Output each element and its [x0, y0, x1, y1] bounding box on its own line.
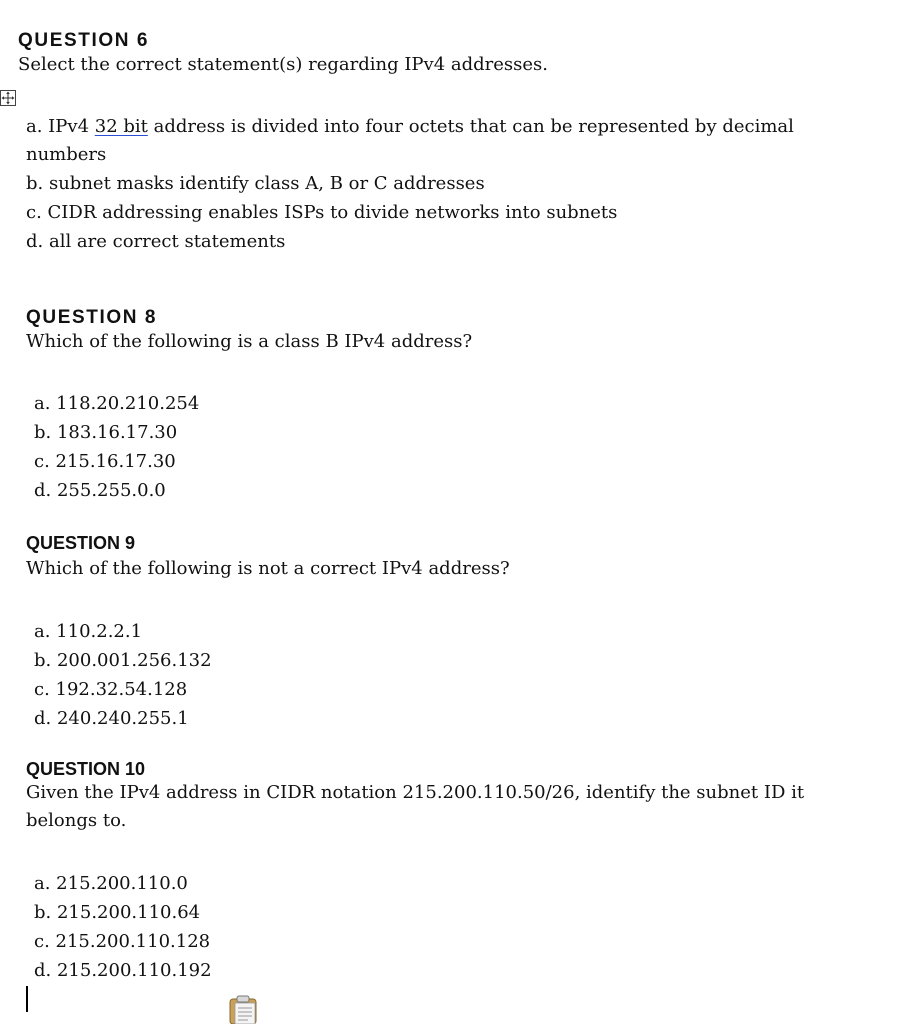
question-10-option-d[interactable]: d. 215.200.110.192: [34, 960, 212, 981]
question-6-option-b[interactable]: b. subnet masks identify class A, B or C addresses: [26, 173, 485, 194]
question-9-option-a[interactable]: a. 110.2.2.1: [34, 621, 143, 642]
option-a-underlined-term: 32 bit: [94, 116, 148, 137]
question-6-option-c[interactable]: c. CIDR addressing enables ISPs to divide networks into subnets: [26, 202, 618, 223]
move-arrows-icon[interactable]: [0, 90, 16, 106]
question-10-option-c[interactable]: c. 215.200.110.128: [34, 931, 211, 952]
question-10-option-b[interactable]: b. 215.200.110.64: [34, 902, 201, 923]
question-9-option-d[interactable]: d. 240.240.255.1: [34, 708, 189, 729]
question-6-options: [26, 113, 836, 256]
text-cursor: [26, 986, 28, 1012]
question-8-option-d[interactable]: d. 255.255.0.0: [34, 480, 166, 501]
question-8-option-c[interactable]: c. 215.16.17.30: [34, 451, 176, 472]
question-8-options: [34, 389, 199, 505]
question-9-option-c[interactable]: c. 192.32.54.128: [34, 679, 188, 700]
question-10-options: [34, 869, 212, 985]
question-10-prompt: Given the IPv4 address in CIDR notation 215.200.110.50/26, identify the subnet ID it belongs to.: [26, 782, 805, 831]
question-6-prompt: Select the correct statement(s) regarding IPv4 addresses.: [18, 54, 548, 75]
question-6-heading: QUESTION 6: [18, 30, 150, 51]
question-8-prompt: Which of the following is a class B IPv4 address?: [26, 331, 473, 352]
clipboard-paste-icon[interactable]: [226, 994, 262, 1024]
question-9-options: [34, 617, 212, 733]
question-6-option-a[interactable]: [26, 113, 836, 169]
question-9-prompt: Which of the following is not a correct IPv4 address?: [26, 558, 510, 579]
question-9-option-b[interactable]: b. 200.001.256.132: [34, 650, 212, 671]
question-8-heading: QUESTION 8: [26, 307, 158, 328]
question-10-heading: QUESTION 10: [26, 759, 146, 779]
question-6-option-d[interactable]: d. all are correct statements: [26, 231, 286, 252]
question-8-option-b[interactable]: b. 183.16.17.30: [34, 422, 178, 443]
option-a-rest: address is divided into four octets that can be represented by decimal numbers: [26, 116, 794, 165]
question-9-heading: QUESTION 9: [26, 533, 136, 553]
question-8-option-a[interactable]: a. 118.20.210.254: [34, 393, 200, 414]
option-a-prefix: a. IPv4: [26, 116, 95, 137]
question-10-option-a[interactable]: a. 215.200.110.0: [34, 873, 188, 894]
